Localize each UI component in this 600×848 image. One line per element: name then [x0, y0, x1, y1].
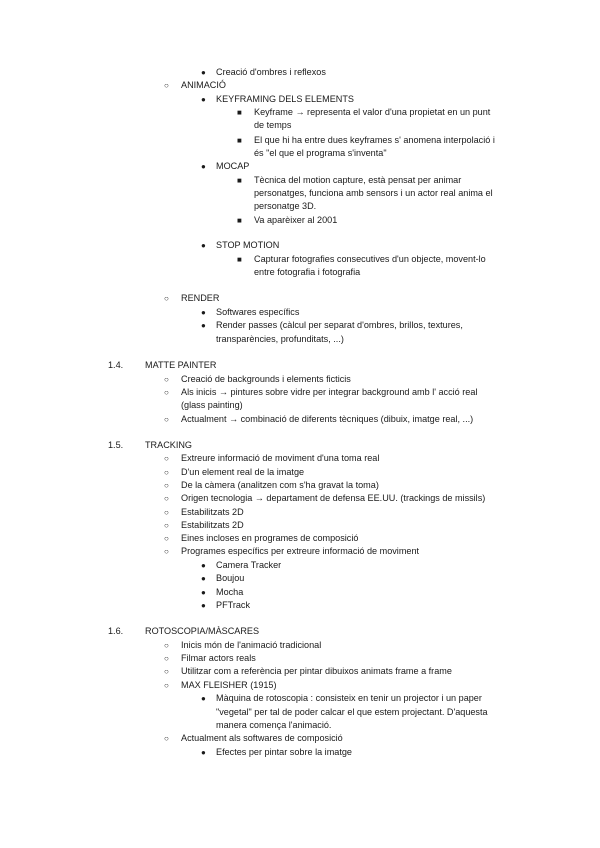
- section-number: 1.6.: [108, 626, 124, 636]
- list-item: Boujou: [216, 573, 245, 583]
- list-item: MOCAP: [216, 161, 250, 171]
- list-item: ANIMACIÓ: [181, 80, 226, 90]
- list-item: entre fotografia i fotografia: [254, 267, 361, 277]
- list-item: Utilitzar com a referència per pintar dibuixos animats frame a frame: [181, 666, 452, 676]
- list-item: Camera Tracker: [216, 560, 282, 570]
- bullet-marker: ■: [237, 176, 242, 185]
- list-item: MAX FLEISHER (1915): [181, 680, 277, 690]
- bullet-marker: ○: [164, 415, 169, 424]
- bullet-marker: ○: [164, 294, 169, 303]
- list-item: KEYFRAMING DELS ELEMENTS: [216, 94, 354, 104]
- list-item: és "el que el programa s'inventa": [254, 148, 387, 158]
- list-item: (glass painting): [181, 400, 243, 410]
- bullet-marker: ○: [164, 654, 169, 663]
- bullet-marker: ○: [164, 734, 169, 743]
- list-item: de temps: [254, 120, 292, 130]
- bullet-marker: ○: [164, 468, 169, 477]
- list-item: Filmar actors reals: [181, 653, 256, 663]
- list-item: Keyframe → representa el valor d'una propietat en un punt: [254, 107, 491, 117]
- bullet-marker: ●: [201, 588, 206, 597]
- bullet-marker: ○: [164, 481, 169, 490]
- bullet-marker: ○: [164, 534, 169, 543]
- list-item: De la càmera (analitzen com s'ha gravat la toma): [181, 480, 379, 490]
- bullet-marker: ●: [201, 574, 206, 583]
- section-number: 1.5.: [108, 440, 124, 450]
- list-item: Mocha: [216, 587, 244, 597]
- list-item: personatge 3D.: [254, 201, 317, 211]
- bullet-marker: ●: [201, 694, 206, 703]
- list-item: Va aparèixer al 2001: [254, 215, 338, 225]
- list-item: Programes específics per extreure informació de moviment: [181, 546, 420, 556]
- bullet-marker: ●: [201, 68, 206, 77]
- section-heading: TRACKING: [145, 440, 192, 450]
- list-item: Màquina de rotoscopia : consisteix en tenir un projector i un paper: [216, 693, 482, 703]
- list-item: Actualment als softwares de composició: [181, 733, 343, 743]
- list-item: "vegetal" per tal de poder calcar el que estem projectant. D'aquesta: [216, 707, 488, 717]
- list-item: El que hi ha entre dues keyframes s' anomena interpolació i: [254, 135, 495, 145]
- list-item: Estabilitzats 2D: [181, 507, 244, 517]
- list-item: Render passes (càlcul per separat d'ombres, brillos, textures,: [216, 320, 463, 330]
- list-item: manera comença l'animació.: [216, 720, 332, 730]
- bullet-marker: ●: [201, 321, 206, 330]
- bullet-marker: ●: [201, 748, 206, 757]
- bullet-marker: ○: [164, 494, 169, 503]
- list-item: Eines incloses en programes de composició: [181, 533, 359, 543]
- list-item: Als inicis → pintures sobre vidre per integrar background amb l' acció real: [181, 387, 478, 397]
- bullet-marker: ●: [201, 601, 206, 610]
- list-item: personatges, funciona amb sensors i un actor real anima el: [254, 188, 493, 198]
- list-item: Origen tecnologia → departament de defensa EE.UU. (trackings de missils): [181, 493, 486, 503]
- section-heading: MATTE PAINTER: [145, 360, 217, 370]
- list-item: Capturar fotografies consecutives d'un objecte, movent-lo: [254, 254, 486, 264]
- list-item: Efectes per pintar sobre la imatge: [216, 747, 352, 757]
- section-heading: ROTOSCOPIA/MÀSCARES: [145, 626, 260, 636]
- bullet-marker: ■: [237, 136, 242, 145]
- bullet-marker: ●: [201, 162, 206, 171]
- bullet-marker: ○: [164, 508, 169, 517]
- bullet-marker: ○: [164, 375, 169, 384]
- bullet-marker: ■: [237, 108, 242, 117]
- list-item: transparències, profunditats, ...): [216, 334, 344, 344]
- list-item: Tècnica del motion capture, està pensat per animar: [254, 175, 462, 185]
- list-item: Estabilitzats 2D: [181, 520, 244, 530]
- list-item: D'un element real de la imatge: [181, 467, 305, 477]
- bullet-marker: ○: [164, 521, 169, 530]
- bullet-marker: ●: [201, 241, 206, 250]
- list-item: STOP MOTION: [216, 240, 280, 250]
- bullet-marker: ○: [164, 641, 169, 650]
- list-item: Inicis món de l'animació tradicional: [181, 640, 322, 650]
- list-item: RENDER: [181, 293, 220, 303]
- bullet-marker: ●: [201, 308, 206, 317]
- section-number: 1.4.: [108, 360, 124, 370]
- list-item: Softwares específics: [216, 307, 300, 317]
- bullet-marker: ●: [201, 95, 206, 104]
- list-item: Extreure informació de moviment d'una toma real: [181, 453, 380, 463]
- bullet-marker: ○: [164, 81, 169, 90]
- list-item: Creació d'ombres i reflexos: [216, 67, 326, 77]
- bullet-marker: ○: [164, 547, 169, 556]
- list-item: PFTrack: [216, 600, 251, 610]
- bullet-marker: ■: [237, 255, 242, 264]
- bullet-marker: ○: [164, 681, 169, 690]
- bullet-marker: ●: [201, 561, 206, 570]
- list-item: Actualment → combinació de diferents tècniques (dibuix, imatge real, ...): [181, 414, 474, 424]
- bullet-marker: ○: [164, 454, 169, 463]
- bullet-marker: ■: [237, 216, 242, 225]
- bullet-marker: ○: [164, 388, 169, 397]
- bullet-marker: ○: [164, 667, 169, 676]
- list-item: Creació de backgrounds i elements ficticis: [181, 374, 351, 384]
